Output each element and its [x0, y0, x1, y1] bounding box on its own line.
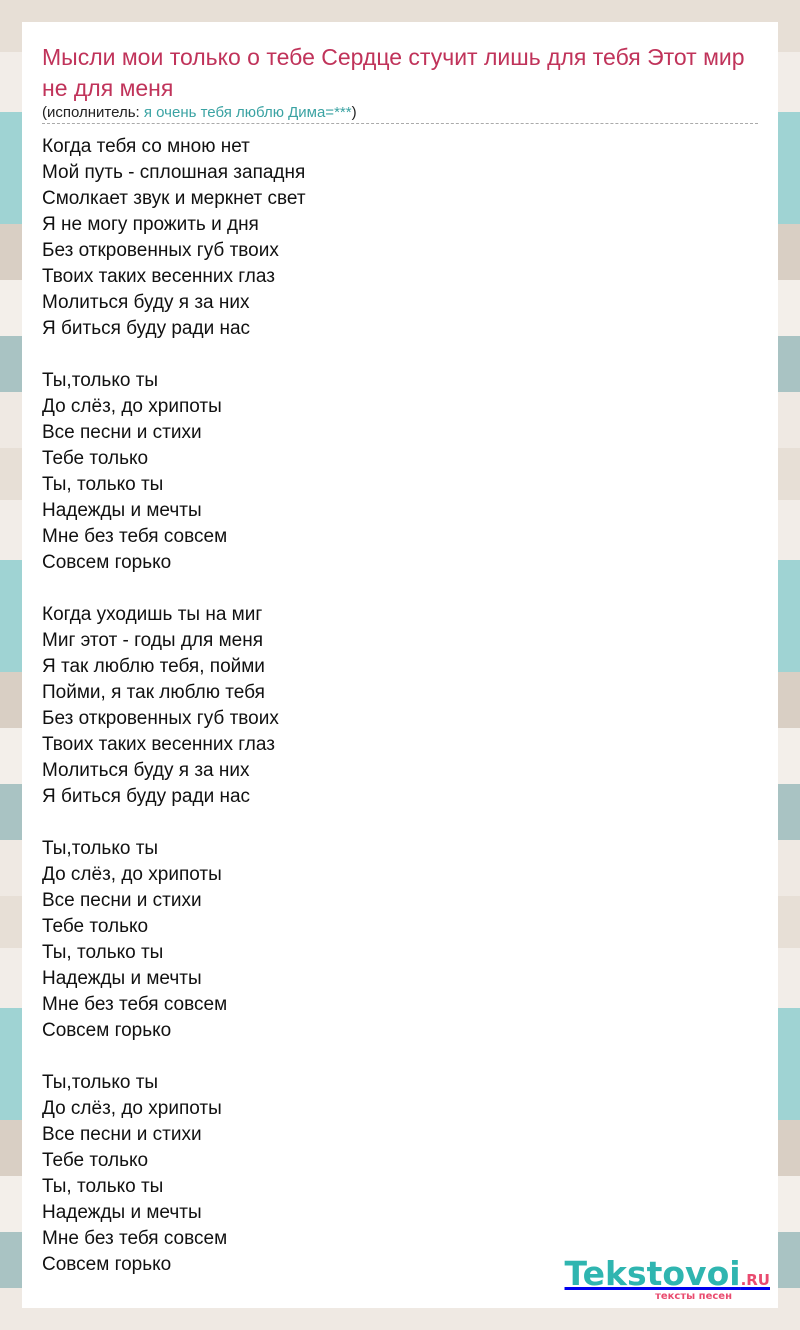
lyrics-line: До слёз, до хрипоты: [42, 864, 222, 885]
lyrics-stanza: [42, 602, 758, 810]
lyrics-line: Мне без тебя совсем: [42, 994, 228, 1015]
lyrics-card: [22, 22, 778, 1308]
lyrics-line: Тебе только: [42, 448, 149, 469]
lyrics-line: Ты, только ты: [42, 1176, 164, 1197]
lyrics-line: Совсем горько: [42, 1254, 172, 1275]
lyrics-line: Все песни и стихи: [42, 422, 202, 443]
logo-tagline: тексты песен: [655, 1291, 732, 1302]
lyrics-line: Твоих таких весенних глаз: [42, 266, 275, 287]
lyrics-line: Надежды и мечты: [42, 1202, 202, 1223]
lyrics-line: Пойми, я так люблю тебя: [42, 682, 265, 703]
lyrics-line: Без откровенных губ твоих: [42, 708, 279, 729]
lyrics-line: Ты, только ты: [42, 474, 164, 495]
lyrics-line: Когда уходишь ты на миг: [42, 604, 263, 625]
lyrics-stanza: [42, 368, 758, 576]
lyrics-line: Мне без тебя совсем: [42, 1228, 228, 1249]
lyrics-line: Тебе только: [42, 916, 149, 937]
lyrics-line: Мой путь - сплошная западня: [42, 162, 306, 183]
lyrics-line: Я биться буду ради нас: [42, 318, 251, 339]
lyrics-line: Ты,только ты: [42, 1072, 159, 1093]
lyrics-line: Ты, только ты: [42, 942, 164, 963]
lyrics-line: Все песни и стихи: [42, 1124, 202, 1145]
lyrics-line: Ты,только ты: [42, 838, 159, 859]
lyrics-line: Смолкает звук и меркнет свет: [42, 188, 306, 209]
lyrics-line: Я так люблю тебя, пойми: [42, 656, 265, 677]
lyrics-body: [42, 134, 758, 1278]
logo-name: Tekstovoi: [564, 1254, 741, 1293]
song-title: Мысли мои только о тебе Сердце стучит лишь для тебя Этот мир не для меня: [42, 44, 745, 101]
lyrics-stanza: [42, 134, 758, 342]
lyrics-stanza: [42, 1070, 758, 1278]
lyrics-line: Ты,только ты: [42, 370, 159, 391]
lyrics-line: До слёз, до хрипоты: [42, 396, 222, 417]
dashed-divider: [42, 123, 758, 124]
lyrics-line: До слёз, до хрипоты: [42, 1098, 222, 1119]
lyrics-line: Молиться буду я за них: [42, 292, 250, 313]
lyrics-line: Совсем горько: [42, 1020, 172, 1041]
lyrics-stanza: [42, 836, 758, 1044]
lyrics-line: Твоих таких весенних глаз: [42, 734, 275, 755]
lyrics-line: Когда тебя со мною нет: [42, 136, 250, 157]
performer-prefix: (исполнитель:: [42, 104, 144, 121]
performer-suffix: ): [351, 104, 357, 121]
performer-line: [42, 104, 357, 122]
logo-tld: .RU: [740, 1271, 770, 1289]
lyrics-line: Надежды и мечты: [42, 968, 202, 989]
lyrics-line: Миг этот - годы для меня: [42, 630, 263, 651]
lyrics-line: Надежды и мечты: [42, 500, 202, 521]
site-logo[interactable]: [560, 1256, 770, 1302]
lyrics-line: Я не могу прожить и дня: [42, 214, 259, 235]
lyrics-line: Тебе только: [42, 1150, 149, 1171]
lyrics-line: Совсем горько: [42, 552, 172, 573]
lyrics-line: Я биться буду ради нас: [42, 786, 251, 807]
lyrics-line: Мне без тебя совсем: [42, 526, 228, 547]
lyrics-line: Все песни и стихи: [42, 890, 202, 911]
performer-link[interactable]: я очень тебя люблю Дима=***: [143, 104, 352, 121]
lyrics-line: Молиться буду я за них: [42, 760, 250, 781]
lyrics-line: Без откровенных губ твоих: [42, 240, 279, 261]
